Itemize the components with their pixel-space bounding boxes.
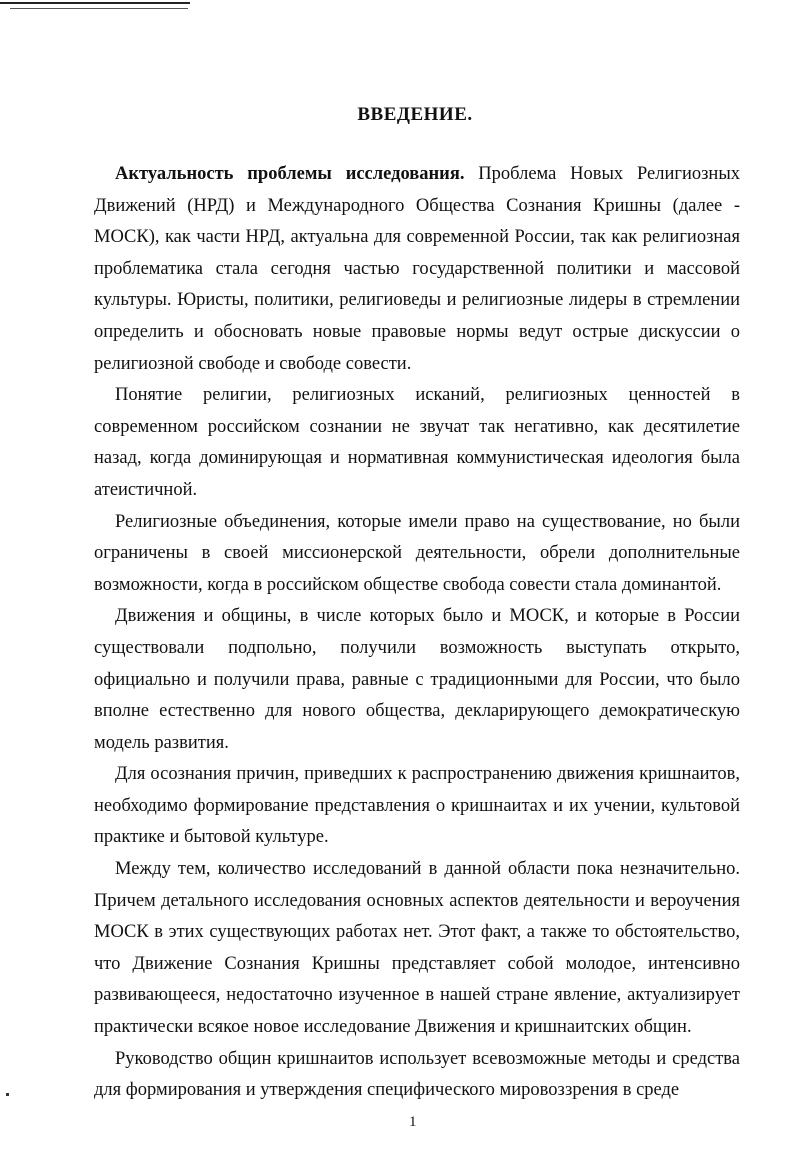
paragraph-religious-associations: Религиозные объединения, которые имели право на существование, но были ограничены в своей миссионерской деятельности, обрели дополнительные возможности, когда в российском обществе свобода совести стала доминантой.: [94, 511, 740, 595]
paragraph-leadership: Руководство общин кришнаитов использует всевозможные методы и средства для формирования и утверждения специфического мировоззрения в среде: [94, 1048, 740, 1101]
paragraph-research-count: Между тем, количество исследований в данной области пока незначительно. Причем детального исследования основных аспектов деятельности и вероучения МОСК в этих существующих работах нет. Этот факт, а также то обстоятельство, что Движение Сознания Кришны представляет собой молодое, интенсивно развивающееся, недостаточно изученное в нашей стране явление, актуализирует практически всякое новое исследование Движения и кришнаитских общин.: [94, 859, 740, 1038]
scan-artifact: [6, 1093, 9, 1096]
top-rule: [0, 2, 190, 4]
page-title: ВВЕДЕНИЕ.: [357, 104, 473, 125]
paragraph-relevance: [94, 159, 740, 380]
paragraph-causes: Для осознания причин, приведших к распространению движения кришнаитов, необходимо формирование представления о кришнаитах и их учении, культовой практике и бытовой культуре.: [94, 764, 740, 848]
paragraph-movements-communities: Движения и общины, в числе которых было и МОСК, и которые в России существовали подпольно, получили возможность выступать открыто, официально и получили права, равные с традиционными для России, что было вполне естественно для нового общества, декларирующего демократическую модель развития.: [94, 606, 740, 753]
top-rule-secondary: [10, 8, 188, 9]
page-number: 1: [409, 1114, 417, 1130]
paragraph-lead-heading: Актуальность проблемы исследования.: [115, 164, 465, 184]
paragraph-religion-concept: Понятие религии, религиозных исканий, религиозных ценностей в современном российском сознании не звучат так негативно, как десятилетие назад, когда доминирующая и нормативная коммунистическая идеология была атеистичной.: [94, 385, 740, 500]
paragraph-text: Проблема Новых Религиозных Движений (НРД) и Международного Общества Сознания Кришны (далее - МОСК), как части НРД, актуальна для современной России, так как религиозная проблематика стала сегодня частью государственной политики и массовой культуры. Юристы, политики, религиоведы и религиозные лидеры в стремлении определить и обосновать новые правовые нормы ведут острые дискуссии о религиозной свободе и свободе совести.: [94, 164, 741, 374]
document-body: [94, 159, 740, 1107]
